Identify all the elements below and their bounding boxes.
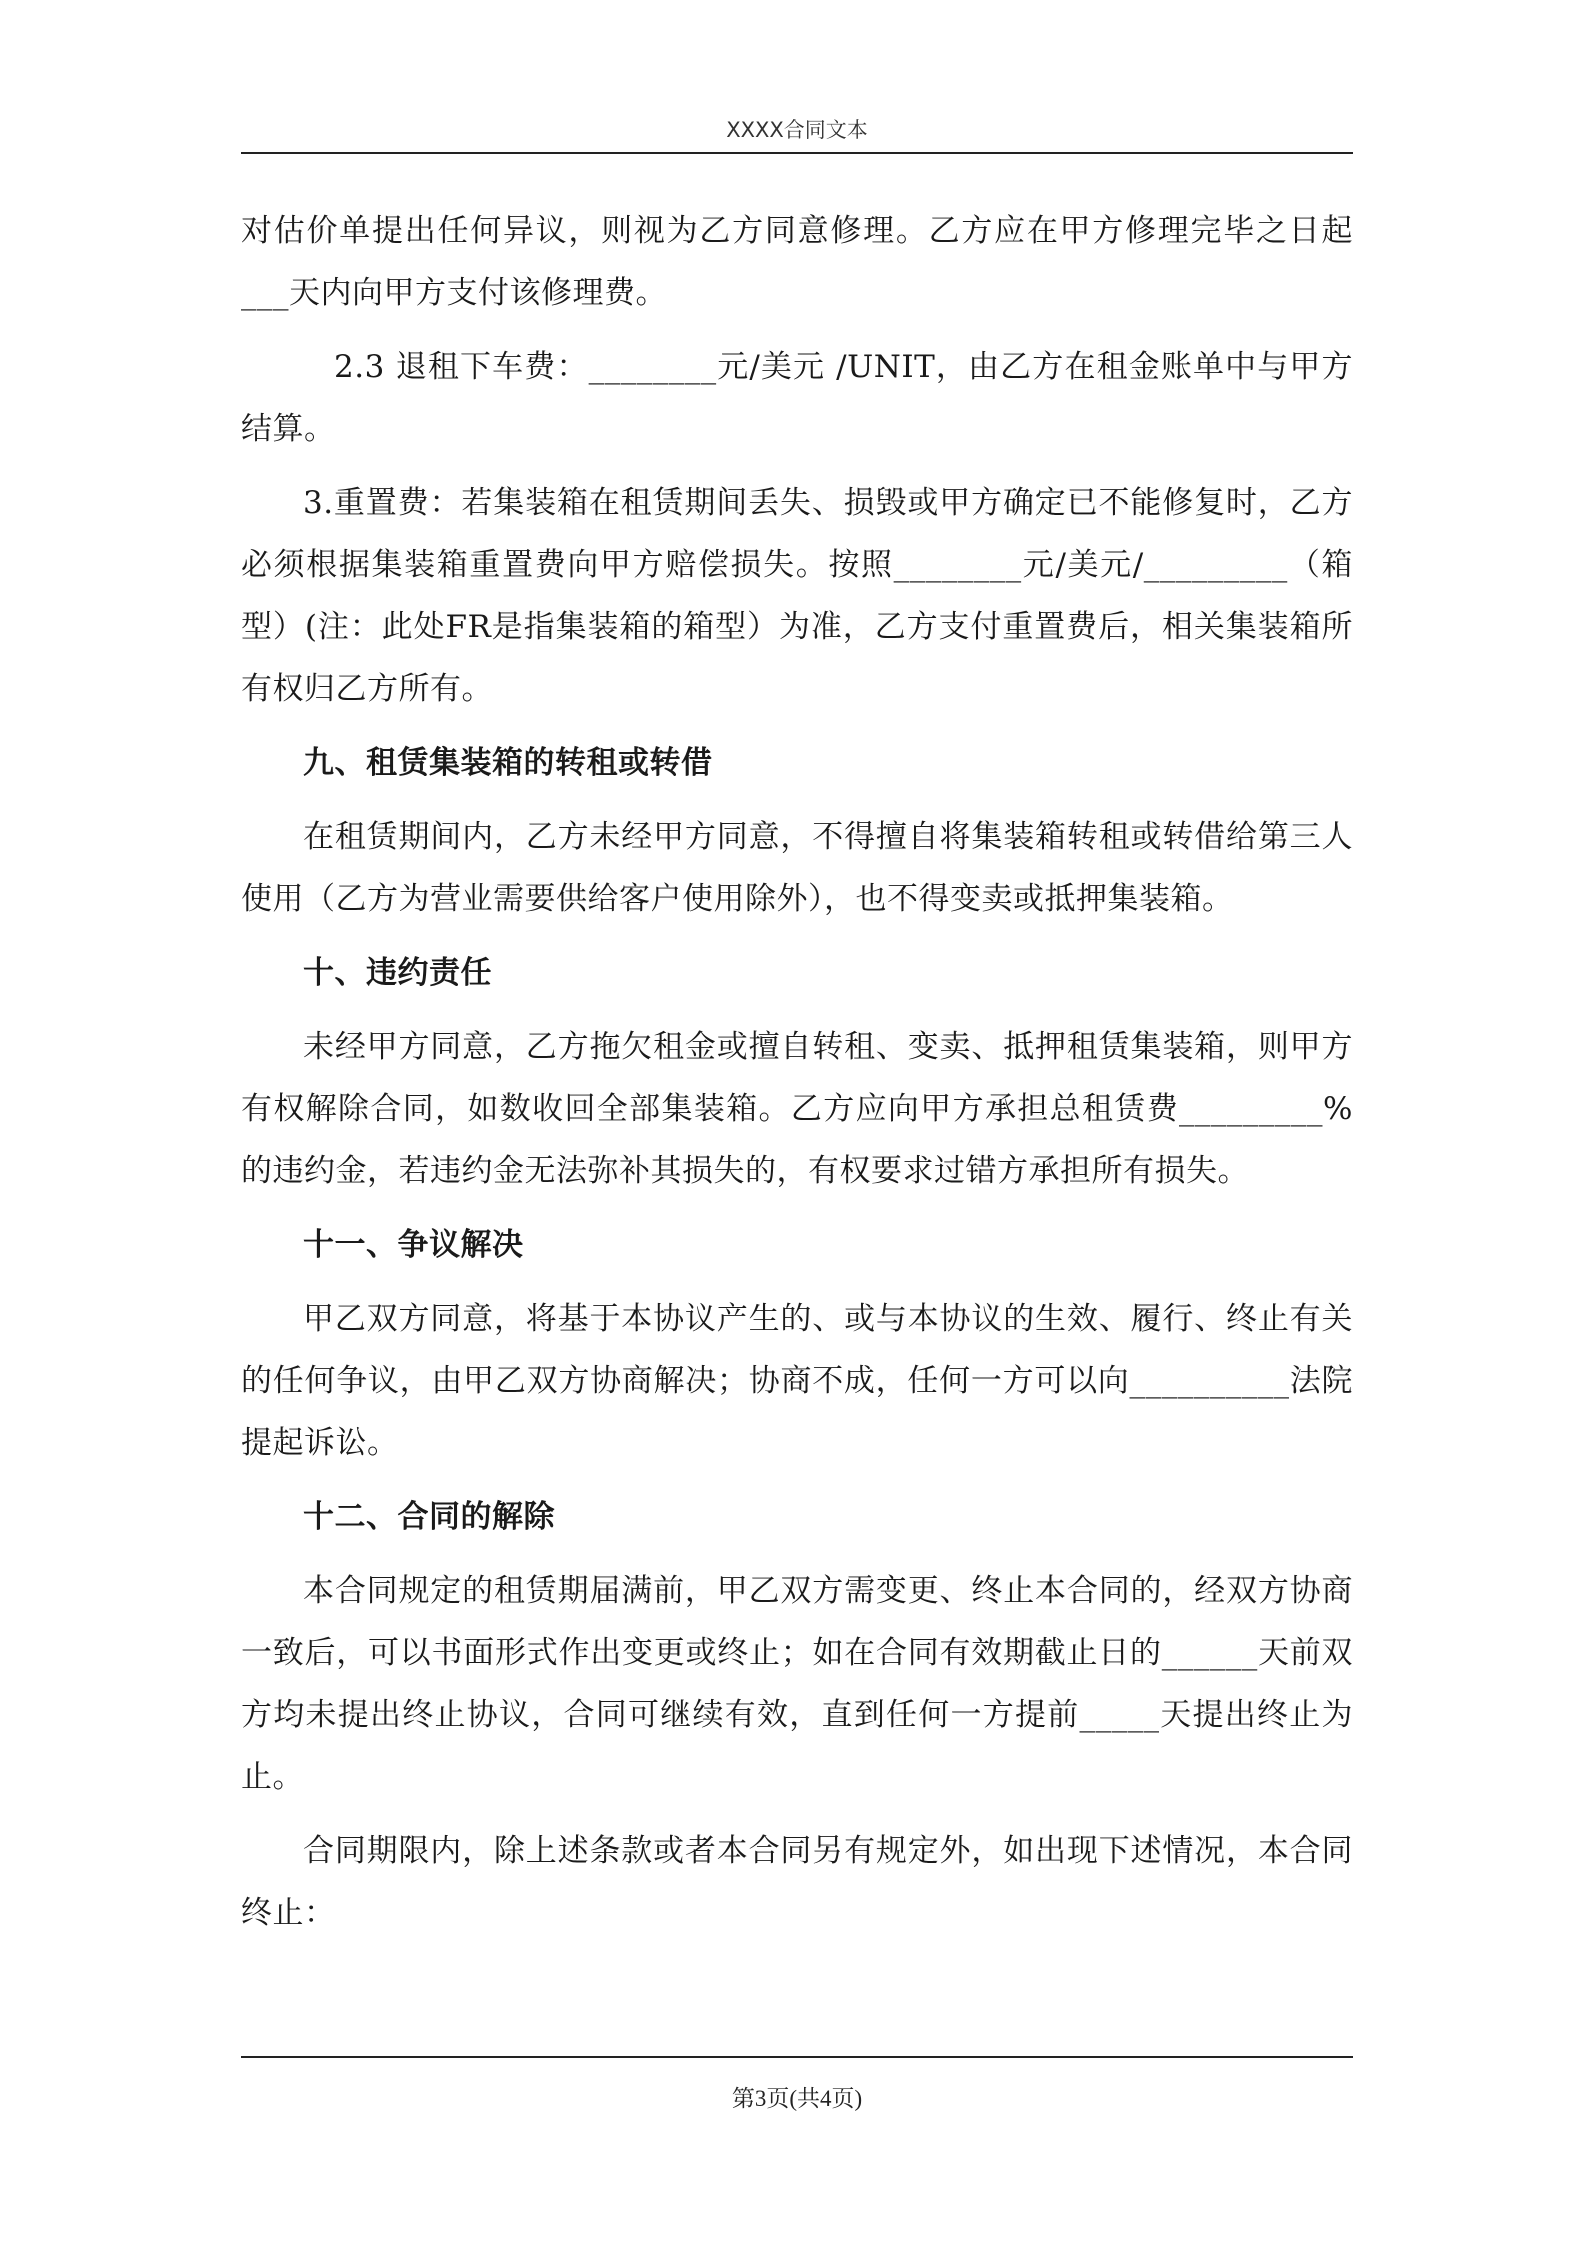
paragraph-termination-conditions: 合同期限内，除上述条款或者本合同另有规定外，如出现下述情况，本合同终止：	[241, 1833, 1353, 1931]
section-heading-10: 十、违约责任	[303, 955, 492, 991]
paragraph-offhire-fee: 2.3 退租下车费：________元/美元 /UNIT，由乙方在租金账单中与甲方结算。	[241, 349, 1353, 447]
section-heading-12: 十二、合同的解除	[303, 1499, 555, 1535]
header-title: XXXX合同文本	[726, 118, 868, 142]
section-heading-11: 十一、争议解决	[303, 1227, 524, 1263]
page-header	[241, 112, 1353, 154]
paragraph-termination: 本合同规定的租赁期届满前，甲乙双方需变更、终止本合同的，经双方协商一致后，可以书面形式作出变更或终止；如在合同有效期截止日的______天前双方均未提出终止协议，合同可继续有效，直到任何一方提前_____天提出终止为止。	[241, 1573, 1353, 1795]
document-body	[241, 200, 1353, 1944]
paragraph-liability: 未经甲方同意，乙方拖欠租金或擅自转租、变卖、抵押租赁集装箱，则甲方有权解除合同，如数收回全部集装箱。乙方应向甲方承担总租赁费_________%的违约金，若违约金无法弥补其损失的，有权要求过错方承担所有损失。	[241, 1029, 1353, 1189]
page-footer	[241, 2056, 1353, 2111]
paragraph-sublease: 在租赁期间内，乙方未经甲方同意，不得擅自将集装箱转租或转借给第三人使用（乙方为营业需要供给客户使用除外），也不得变卖或抵押集装箱。	[241, 819, 1353, 917]
section-heading-9: 九、租赁集装箱的转租或转借	[303, 745, 713, 781]
paragraph-repair-fee: 对估价单提出任何异议，则视为乙方同意修理。乙方应在甲方修理完毕之日起___天内向甲方支付该修理费。	[241, 213, 1353, 311]
paragraph-dispute: 甲乙双方同意，将基于本协议产生的、或与本协议的生效、履行、终止有关的任何争议，由甲乙双方协商解决；协商不成，任何一方可以向__________法院提起诉讼。	[241, 1301, 1353, 1461]
page-number: 第3页(共4页)	[731, 2086, 863, 2111]
paragraph-replacement-fee: 3.重置费：若集装箱在租赁期间丢失、损毁或甲方确定已不能修复时，乙方必须根据集装箱重置费向甲方赔偿损失。按照________元/美元/_________（箱型）(注：此处FR是指集装箱的箱型）为准，乙方支付重置费后，相关集装箱所有权归乙方所有。	[241, 485, 1353, 707]
